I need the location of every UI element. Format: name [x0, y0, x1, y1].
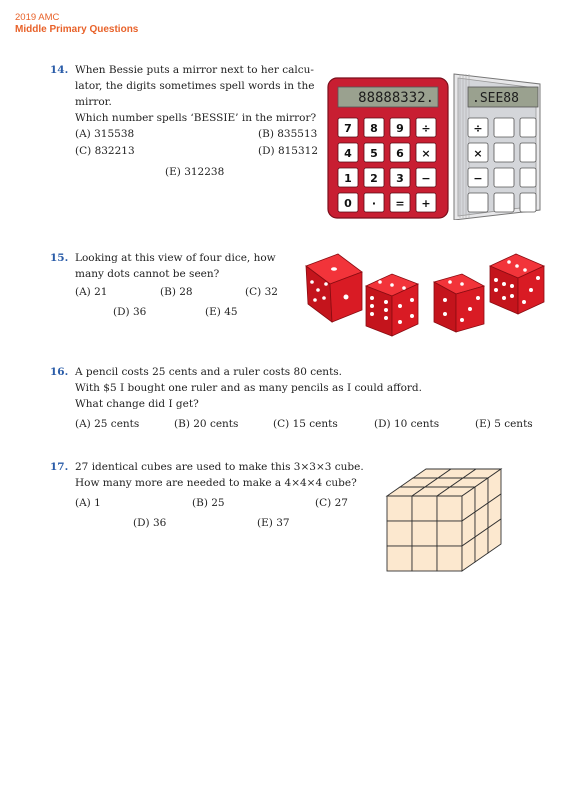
option-d[interactable]: (D) 815312	[258, 145, 319, 157]
calc-key	[390, 168, 410, 187]
svg-text:7: 7	[344, 122, 352, 135]
option-b[interactable]: (B) 25	[192, 497, 225, 509]
calc-key	[416, 143, 436, 162]
svg-text:×: ×	[473, 147, 483, 160]
calculator-display-text: 88888332.	[358, 90, 434, 106]
svg-text:+: +	[421, 197, 431, 210]
svg-text:0: 0	[344, 197, 352, 210]
option-b[interactable]: (B) 835513	[258, 128, 318, 140]
calc-key	[338, 193, 358, 212]
option-a[interactable]: (A) 21	[75, 286, 108, 298]
option-c[interactable]: (C) 832213	[75, 145, 135, 157]
svg-text:=: =	[395, 197, 405, 210]
calc-key	[416, 168, 436, 187]
die-1	[306, 254, 362, 322]
option-c[interactable]: (C) 32	[245, 286, 278, 298]
svg-text:1: 1	[344, 172, 352, 185]
question-17	[50, 459, 370, 534]
cube-face-cell	[387, 546, 412, 571]
svg-text:5: 5	[370, 147, 378, 160]
question-15	[50, 250, 300, 320]
cube-face-cell	[412, 496, 437, 521]
option-d[interactable]: (D) 36	[133, 517, 167, 529]
svg-text:÷: ÷	[473, 122, 483, 135]
calc-key	[364, 168, 384, 187]
option-c[interactable]: (C) 27	[315, 497, 348, 509]
cube-face-cell	[437, 521, 462, 546]
calc-key	[338, 143, 358, 162]
page-header	[15, 12, 138, 36]
paper-division: Middle Primary Questions	[15, 24, 139, 35]
question-text: A pencil costs 25 cents and a ruler costs 80 cents. With $5 I bought one ruler and as many pencils as I could afford. What change did I get?	[75, 366, 422, 410]
option-a[interactable]: (A) 25 cents	[75, 418, 140, 430]
svg-text:2: 2	[370, 172, 378, 185]
mirror-display-text: .SEE88	[472, 91, 519, 106]
option-e[interactable]: (E) 312238	[165, 166, 225, 178]
calc-key	[338, 118, 358, 137]
svg-text:·: ·	[371, 197, 377, 210]
mirror-key	[468, 193, 536, 212]
question-number: 14.	[50, 64, 69, 76]
calc-key	[390, 193, 410, 212]
question-16	[50, 364, 550, 439]
option-b[interactable]: (B) 20 cents	[174, 418, 239, 430]
die-4	[490, 254, 544, 314]
calc-key	[390, 143, 410, 162]
question-text: 27 identical cubes are used to make this 3×3×3 cube. How many more are needed to make a 4×4×4 cube?	[75, 461, 364, 489]
option-e[interactable]: (E) 45	[205, 306, 238, 318]
option-a[interactable]: (A) 315538	[75, 128, 135, 140]
option-e[interactable]: (E) 5 cents	[475, 418, 533, 430]
die-2	[366, 274, 418, 336]
option-e[interactable]: (E) 37	[257, 517, 290, 529]
calc-key	[416, 118, 436, 137]
cube-face-cell	[437, 496, 462, 521]
svg-text:4: 4	[344, 147, 352, 160]
cube-face-cell	[437, 546, 462, 571]
mirror-key	[468, 143, 536, 162]
question-number: 17.	[50, 461, 69, 473]
cube-face-cell	[412, 546, 437, 571]
svg-text:÷: ÷	[421, 122, 431, 135]
svg-text:×: ×	[421, 147, 431, 160]
svg-text:−: −	[421, 172, 431, 185]
calc-key	[416, 193, 436, 212]
option-b[interactable]: (B) 28	[160, 286, 193, 298]
option-d[interactable]: (D) 10 cents	[374, 418, 440, 430]
option-a[interactable]: (A) 1	[75, 497, 101, 509]
svg-text:8: 8	[370, 122, 378, 135]
question-14	[50, 62, 320, 192]
cube-face-cell	[387, 496, 412, 521]
mirror-key	[468, 118, 536, 137]
svg-text:3: 3	[396, 172, 404, 185]
die-3	[434, 274, 484, 332]
dice-figure	[300, 248, 560, 343]
svg-text:9: 9	[396, 122, 404, 135]
calc-key	[364, 143, 384, 162]
calc-key	[338, 168, 358, 187]
svg-text:6: 6	[396, 147, 404, 160]
cube-face-cell	[412, 521, 437, 546]
question-number: 16.	[50, 366, 69, 378]
svg-text:−: −	[473, 172, 483, 185]
calc-key	[364, 193, 384, 212]
option-d[interactable]: (D) 36	[113, 306, 147, 318]
question-text: When Bessie puts a mirror next to her calcu- lator, the digits sometimes spell words in the mirror. Which number spells ‘BESSIE’ in the mirror?	[75, 64, 317, 124]
calc-key	[364, 118, 384, 137]
cube-face-cell	[387, 521, 412, 546]
calc-key	[390, 118, 410, 137]
calculator-mirror-figure	[326, 70, 541, 220]
option-c[interactable]: (C) 15 cents	[273, 418, 338, 430]
cube-figure	[382, 460, 542, 595]
question-number: 15.	[50, 252, 69, 264]
contest-year: 2019 AMC	[15, 12, 60, 23]
mirror-key	[468, 168, 536, 187]
question-text: Looking at this view of four dice, how many dots cannot be seen?	[75, 252, 276, 280]
